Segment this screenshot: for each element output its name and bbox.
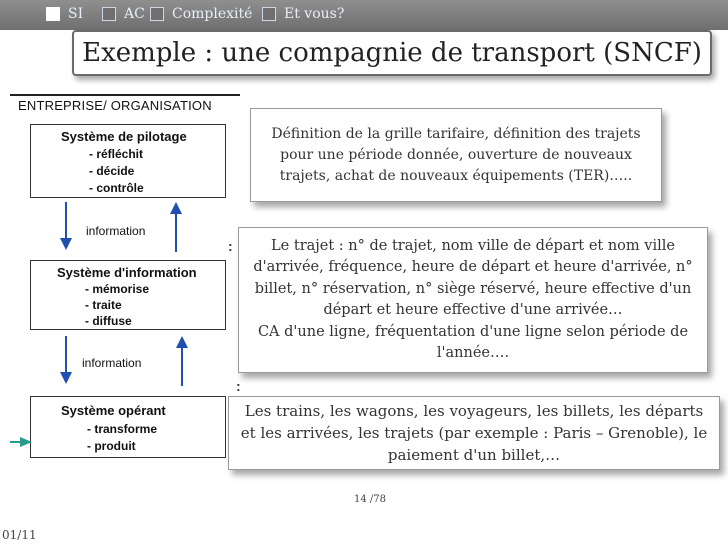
nav-checkbox-icon [150,7,164,21]
pilotage-item: - contrôle [89,181,144,195]
operant-item: - transforme [87,422,158,436]
pilotage-item: - réfléchit [89,147,144,161]
information-item: - diffuse [85,314,132,328]
operant-example-text: Les trains, les wagons, les voyageurs, les billets, les départs et les arrivées, les trajets (par exemple : Paris – Grenoble), le paiement d'un billet,… [240,402,708,464]
pilotage-item: - décide [89,164,135,178]
up-arrow-icon [174,336,190,386]
information-example-text: CA d'une ligne, fréquentation d'une ligne selon période de l'année…. [257,323,689,361]
nav-item-label: AC [124,6,145,22]
separator-mark: : [228,238,233,254]
information-item: - traite [85,298,122,312]
operant-system-title: Système opérant [61,403,166,418]
top-nav-bar [0,0,728,30]
slide-title-box [72,30,712,76]
slide-title: Exemple : une compagnie de transport (SNCF) [82,38,702,68]
nav-item-et-vous[interactable] [262,6,344,22]
page-number: 14 /78 [354,494,386,505]
pilotage-system-box [30,124,226,198]
operant-example-box [228,396,720,470]
nav-checkbox-icon [102,7,116,21]
nav-item-complexite[interactable] [150,6,252,22]
nav-item-label: Et vous? [284,6,345,22]
down-arrow-icon [58,336,74,386]
nav-item-label: SI [68,6,84,22]
nav-checkbox-icon [262,7,276,21]
nav-checkbox-icon [46,7,60,21]
pilotage-system-title: Système de pilotage [61,129,187,144]
nav-item-si[interactable] [46,6,83,22]
down-arrow-icon [58,202,74,252]
pilotage-example-box [250,108,662,202]
diagram-heading: ENTREPRISE/ ORGANISATION [18,98,212,113]
diagram-top-rule [10,94,240,96]
operant-system-box [30,396,226,458]
information-flow-label: information [86,224,146,238]
separator-mark: : [236,378,241,394]
nav-item-ac[interactable] [102,6,145,22]
information-example-text: Le trajet : n° de trajet, nom ville de départ et nom ville d'arrivée, fréquence, heure de départ et heure d'arrivée, n° billet, n° réservation, n° siège réservé, heure effective d'un départ et heure effective d'une arrivée… [253,237,693,318]
footer-date: 01/11 [2,528,37,542]
pilotage-example-text: Définition de la grille tarifaire, définition des trajets pour une période donnée, ouverture de nouveaux trajets, achat de nouveaux équipements (TER)….. [271,125,641,184]
input-arrow-icon [10,436,32,448]
information-example-box [238,227,708,373]
information-system-box [30,260,226,330]
organisation-diagram [0,90,240,510]
up-arrow-icon [168,202,184,252]
information-system-title: Système d'information [57,265,197,280]
nav-item-label: Complexité [172,6,253,22]
information-item: - mémorise [85,282,150,296]
operant-item: - produit [87,439,136,453]
information-flow-label: information [82,356,142,370]
